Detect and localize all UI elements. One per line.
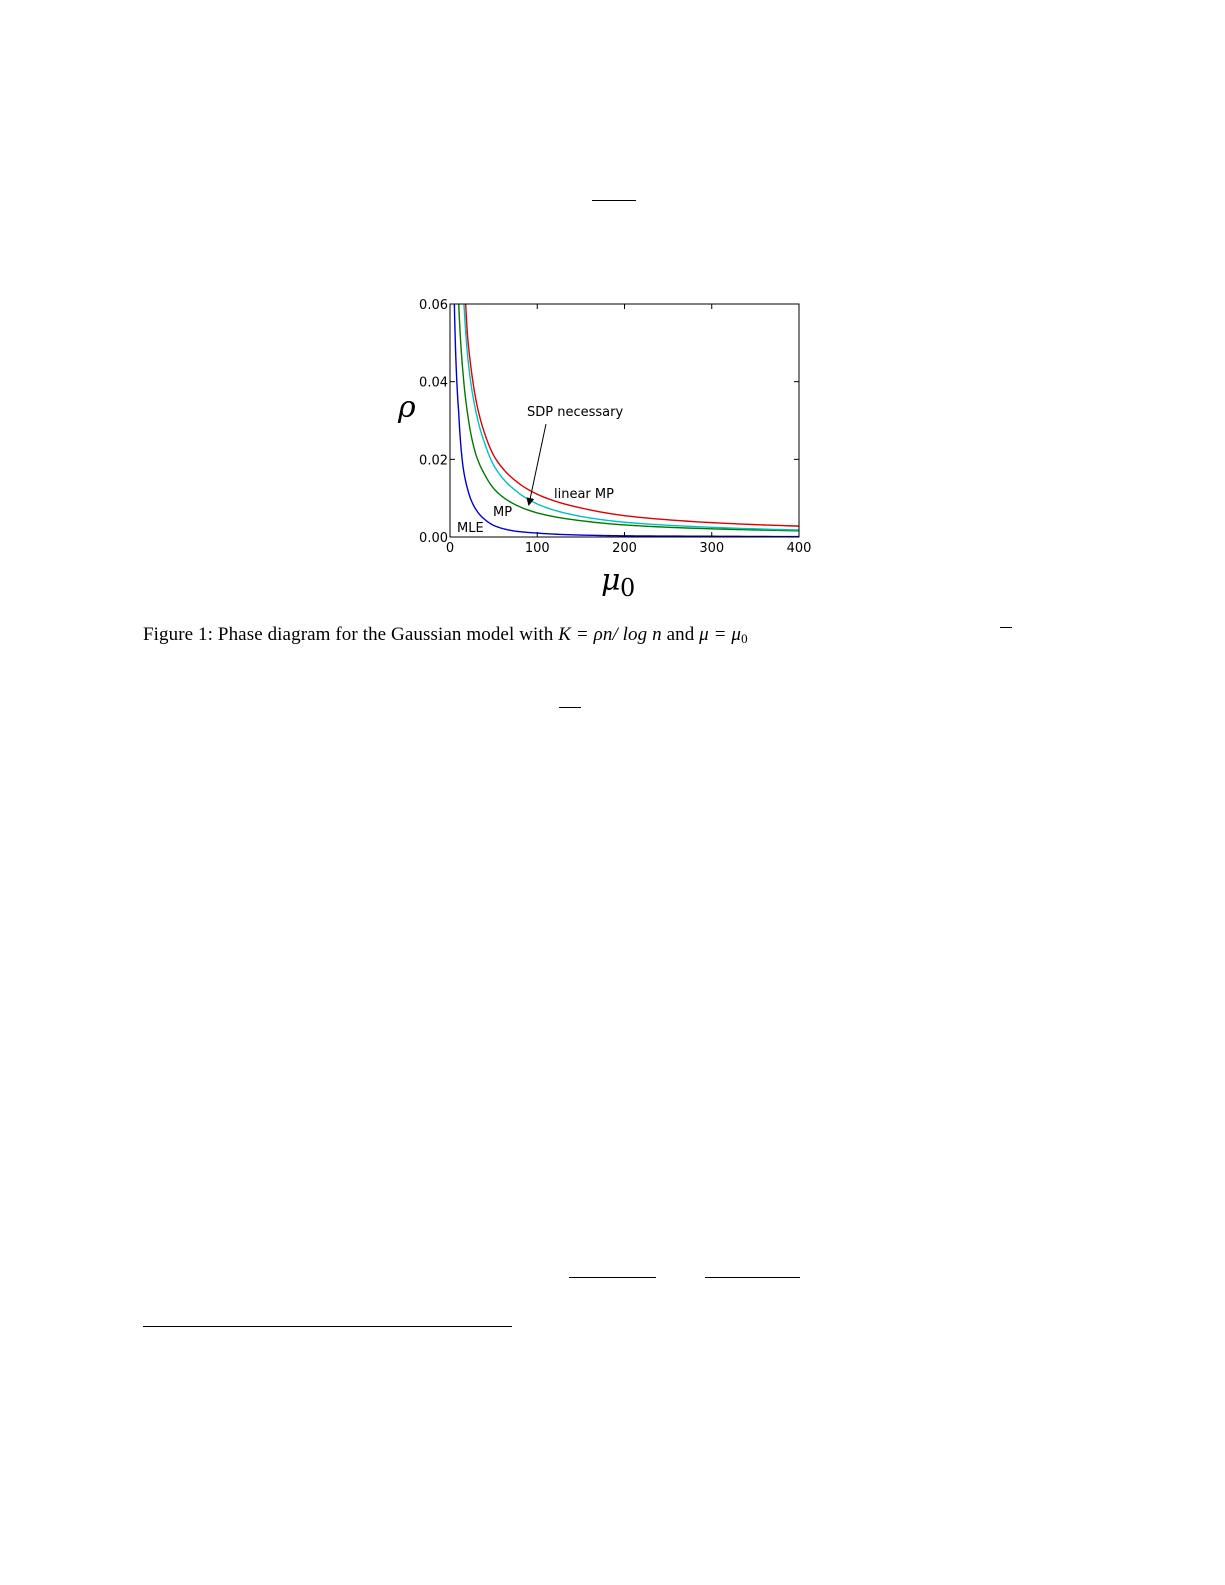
series-line-linear-mp bbox=[466, 304, 799, 526]
x-tick-label: 400 bbox=[786, 541, 812, 556]
x-tick-label: 300 bbox=[699, 541, 725, 556]
y-tick-label: 0.02 bbox=[419, 453, 448, 469]
caption-mu-expression: μ = μ bbox=[699, 624, 742, 645]
caption-and: and bbox=[666, 624, 695, 645]
caption-text: Phase diagram for the Gaussian model with bbox=[217, 624, 554, 645]
x-axis-label: μ bbox=[601, 563, 621, 598]
caption-prefix: Figure 1: bbox=[143, 624, 214, 645]
caption-k-expression: K = ρn/ log n bbox=[558, 624, 662, 645]
series-line-sdp-necessary bbox=[464, 304, 799, 530]
footnote-rule bbox=[143, 1326, 512, 1327]
annotation-sdp-necessary: SDP necessary bbox=[527, 405, 624, 420]
lower-rule-left bbox=[569, 1277, 656, 1278]
x-axis-label-subscript: 0 bbox=[620, 574, 636, 602]
y-axis-label: ρ bbox=[398, 390, 416, 425]
plot-frame bbox=[450, 304, 799, 537]
middle-rule bbox=[559, 707, 581, 708]
series-line-mle bbox=[454, 304, 799, 537]
annotation-linear-mp: linear MP bbox=[554, 487, 614, 502]
annotation-mp: MP bbox=[493, 505, 513, 520]
x-tick-label: 0 bbox=[445, 541, 455, 556]
y-tick-label: 0.00 bbox=[419, 531, 448, 546]
y-tick-label: 0.06 bbox=[419, 298, 448, 313]
series-line-mp bbox=[459, 304, 799, 531]
y-tick-label: 0.04 bbox=[419, 375, 448, 391]
x-tick-label: 100 bbox=[524, 541, 550, 556]
annotation-arrow bbox=[529, 424, 546, 504]
caption-mu-subscript: 0 bbox=[741, 631, 748, 646]
phase-diagram-figure bbox=[380, 280, 840, 610]
top-rule bbox=[592, 200, 636, 201]
phase-diagram-chart bbox=[380, 280, 840, 610]
caption-overbar bbox=[1000, 627, 1012, 628]
x-tick-label: 200 bbox=[612, 541, 637, 556]
annotation-mle: MLE bbox=[457, 521, 484, 536]
lower-rule-right bbox=[705, 1277, 800, 1278]
figure-caption bbox=[143, 624, 748, 647]
